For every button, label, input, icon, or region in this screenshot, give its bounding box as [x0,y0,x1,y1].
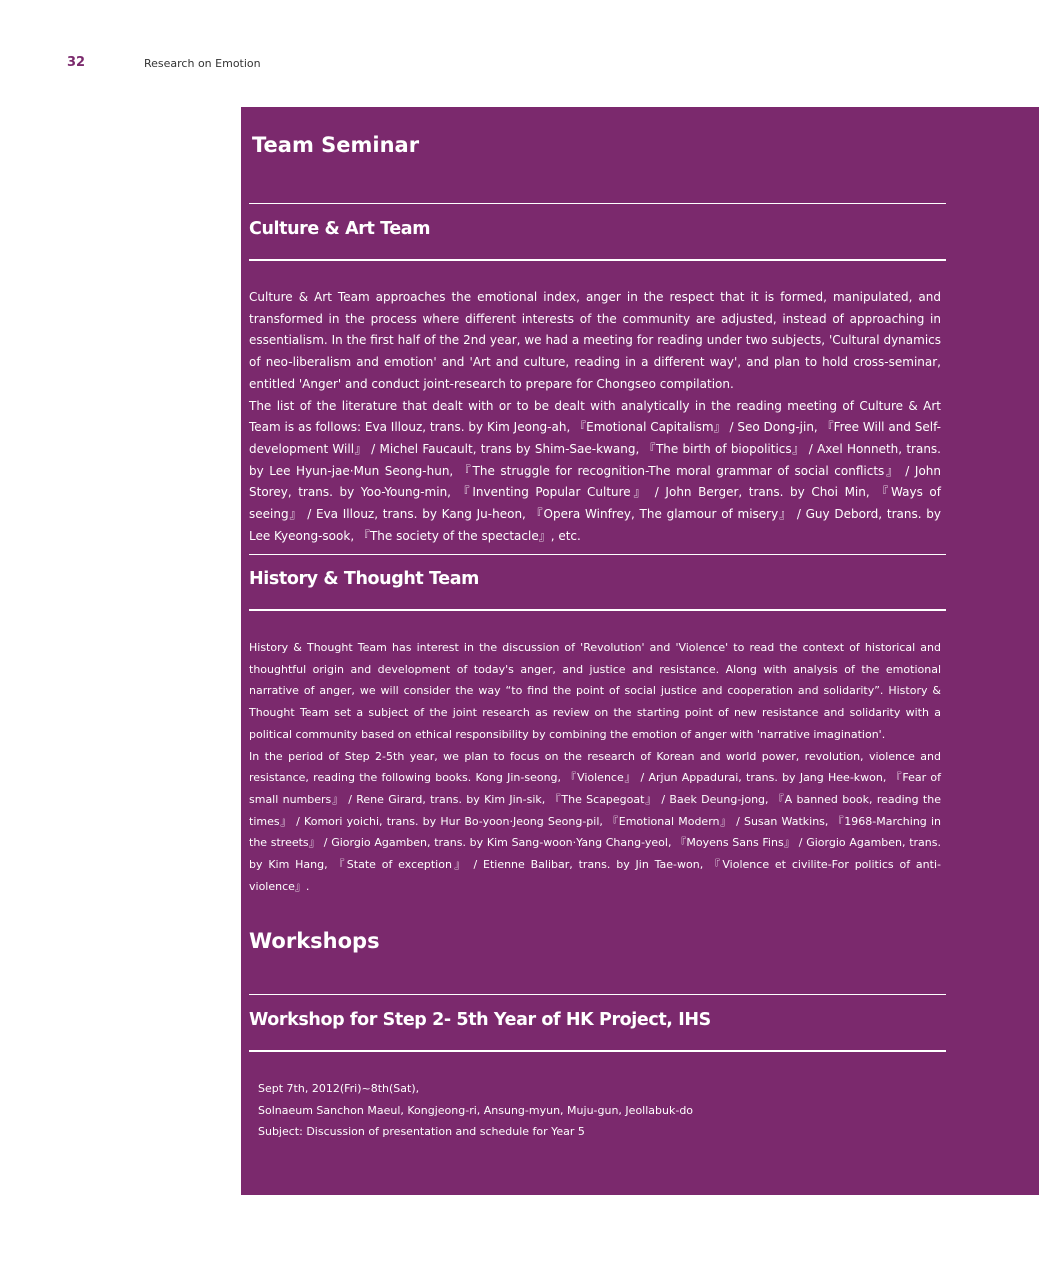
divider [249,609,946,611]
divider [249,994,946,995]
paragraph: In the period of Step 2-5th year, we plan to focus on the research of Korean and world power, revolution, violence and resistance, reading the following books. Kong Jin-seong, 『Violence』 / Arjun Appadurai, trans. by Jang Hee-kwon, 『Fear of small numbers』 / Rene Girard, trans. by Kim Jin-sik, 『The Scapegoat』 / Baek Deung-jong, 『A banned book, reading the times』 / Komori yoichi, trans. by Hur Bo-yoon·Jeong Seong-pil, 『Emotional Modern』 / Susan Watkins, 『1968-Marching in the streets』 / Giorgio Agamben, trans. by Kim Sang-woon·Yang Chang-yeol, 『Moyens Sans Fins』 / Giorgio Agamben, trans. by Kim Hang, 『State of exception』 / Etienne Balibar, trans. by Jin Tae-won, 『Violence et civilite-For politics of anti-violence』. [249,749,941,893]
workshop-details [258,1078,693,1143]
running-title: Research on Emotion [144,57,261,70]
paragraph: History & Thought Team has interest in the discussion of 'Revolution' and 'Violence' to read the context of historical and thoughtful origin and development of today's anger, and justice and resistance. Along with analysis of the emotional narrative of anger, we will consider the way “to find the point of social justice and cooperation and solidarity”. History & Thought Team set a subject of the joint research as review on the starting point of new resistance and solidarity with a political community based on ethical responsibility by combining the emotion of anger with 'narrative imagination'. [249,641,941,741]
divider [249,203,946,204]
content-panel [241,107,1039,1195]
workshop-subtitle: Workshop for Step 2- 5th Year of HK Project, IHS [249,1010,711,1030]
page-number: 32 [67,55,86,70]
workshops-title: Workshops [249,929,380,953]
workshop-date: Sept 7th, 2012(Fri)~8th(Sat), [258,1082,420,1095]
culture-art-team-subtitle: Culture & Art Team [249,219,431,239]
paragraph: The list of the literature that dealt with or to be dealt with analytically in the reading meeting of Culture & Art Team is as follows: Eva Illouz, trans. by Kim Jeong-ah, 『Emotional Capitalism』 / Seo Dong-jin, 『Free Will and Self-development Will』 / Michel Faucault, trans by Shim-Sae-kwang, 『The birth of biopolitics』 / Axel Honneth, trans. by Lee Hyun-jae·Mun Seong-hun, 『The struggle for recognition-The moral grammar of social conflicts』 / John Storey, trans. by Yoo-Young-min, 『Inventing Popular Culture』 / John Berger, trans. by Choi Min, 『Ways of seeing』 / Eva Illouz, trans. by Kang Ju-heon, 『Opera Winfrey, The glamour of misery』 / Guy Debord, trans. by Lee Kyeong-sook, 『The society of the spectacle』, etc. [249,398,941,543]
divider [249,1050,946,1052]
history-thought-team-subtitle: History & Thought Team [249,569,479,589]
paragraph: Culture & Art Team approaches the emotional index, anger in the respect that it is formed, manipulated, and transformed in the process where different interests of the community are adjusted, instead of approaching in essentialism. In the first half of the 2nd year, we had a meeting for reading under two subjects, 'Cultural dynamics of neo-liberalism and emotion' and 'Art and culture, reading in a different way', and plan to hold cross-seminar, entitled 'Anger' and conduct joint-research to prepare for Chongseo compilation. [249,290,941,391]
workshop-subject: Subject: Discussion of presentation and schedule for Year 5 [258,1125,585,1139]
history-thought-team-body [249,637,941,897]
team-seminar-title: Team Seminar [252,133,420,157]
culture-art-team-body [249,287,941,547]
divider [249,259,946,261]
workshop-location: Solnaeum Sanchon Maeul, Kongjeong-ri, Ansung-myun, Muju-gun, Jeollabuk-do [258,1103,694,1117]
divider [249,554,946,555]
